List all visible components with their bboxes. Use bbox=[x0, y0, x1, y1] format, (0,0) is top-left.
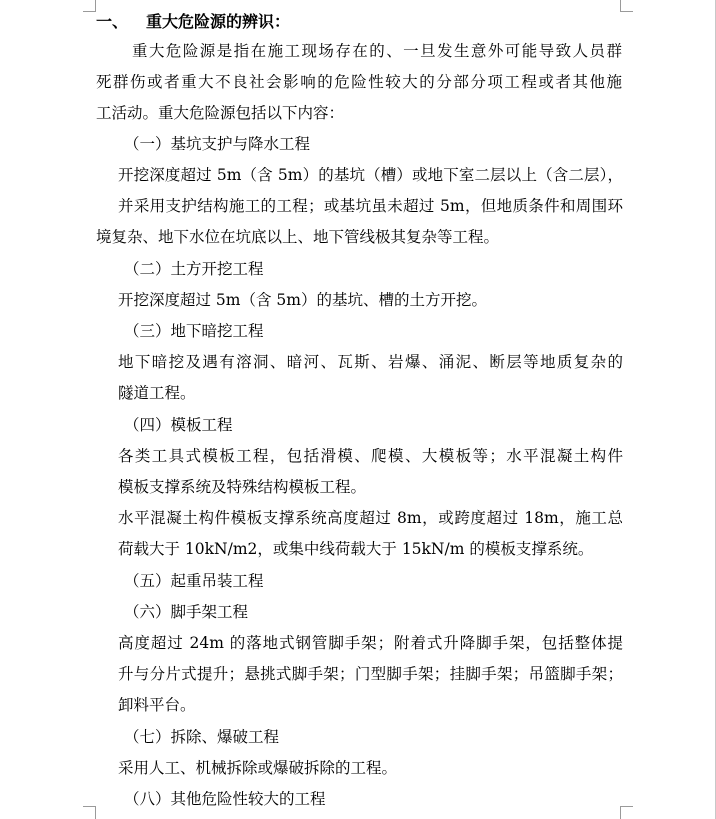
section-4-line: 各类工具式模板工程，包括滑模、爬模、大模板等；水平混凝土构件 bbox=[118, 447, 623, 465]
section-1-line: 境复杂、地下水位在坑底以上、地下管线极其复杂等工程。 bbox=[96, 228, 500, 246]
section-title-2: （二）土方开挖工程 bbox=[124, 260, 264, 278]
intro-line: 工活动。重大危险源包括以下内容： bbox=[96, 104, 345, 122]
section-title-6: （六）脚手架工程 bbox=[124, 603, 249, 621]
section-title-8: （八）其他危险性较大的工程 bbox=[124, 790, 326, 808]
section-1-line: 并采用支护结构施工的工程；或基坑虽未超过 5m，但地质条件和周围环 bbox=[118, 197, 623, 215]
section-6-line: 卸料平台。 bbox=[118, 696, 196, 714]
intro-line: 重大危险源是指在施工现场存在的、一旦发生意外可能导致人员群 bbox=[132, 42, 622, 60]
section-title-4: （四）模板工程 bbox=[124, 416, 233, 434]
heading-title: 重大危险源的辨识： bbox=[146, 12, 291, 31]
section-1-line: 开挖深度超过 5m（含 5m）的基坑（槽）或地下室二层以上（含二层）， bbox=[118, 166, 623, 184]
section-6-line: 高度超过 24m 的落地式钢管脚手架；附着式升降脚手架，包括整体提 bbox=[118, 634, 623, 652]
section-title-1: （一）基坑支护与降水工程 bbox=[124, 135, 311, 153]
section-2-line: 开挖深度超过 5m（含 5m）的基坑、槽的土方开挖。 bbox=[118, 291, 487, 309]
section-title-3: （三）地下暗挖工程 bbox=[124, 322, 264, 340]
section-4-line: 水平混凝土构件模板支撑系统高度超过 8m，或跨度超过 18m，施工总 bbox=[118, 509, 623, 527]
section-3-line: 隧道工程。 bbox=[118, 384, 196, 402]
section-4-line: 模板支撑系统及特殊结构模板工程。 bbox=[118, 478, 367, 496]
heading-number: 一、 bbox=[96, 12, 129, 31]
section-3-line: 地下暗挖及遇有溶洞、暗河、瓦斯、岩爆、涌泥、断层等地质复杂的 bbox=[118, 353, 623, 371]
margin-corner-mark bbox=[83, 806, 96, 819]
section-4-line: 荷载大于 10kN/m2，或集中线荷载大于 15kN/m 的模板支撑系统。 bbox=[118, 540, 594, 558]
section-heading bbox=[96, 6, 626, 37]
section-title-5: （五）起重吊装工程 bbox=[124, 572, 264, 590]
margin-corner-mark bbox=[83, 0, 96, 12]
section-6-line: 升与分片式提升；悬挑式脚手架；门型脚手架；挂脚手架；吊篮脚手架； bbox=[118, 665, 623, 683]
section-title-7: （七）拆除、爆破工程 bbox=[124, 728, 280, 746]
section-7-line: 采用人工、机械拆除或爆破拆除的工程。 bbox=[118, 759, 398, 777]
intro-line: 死群伤或者重大不良社会影响的危险性较大的分部分项工程或者其他施 bbox=[96, 73, 622, 91]
